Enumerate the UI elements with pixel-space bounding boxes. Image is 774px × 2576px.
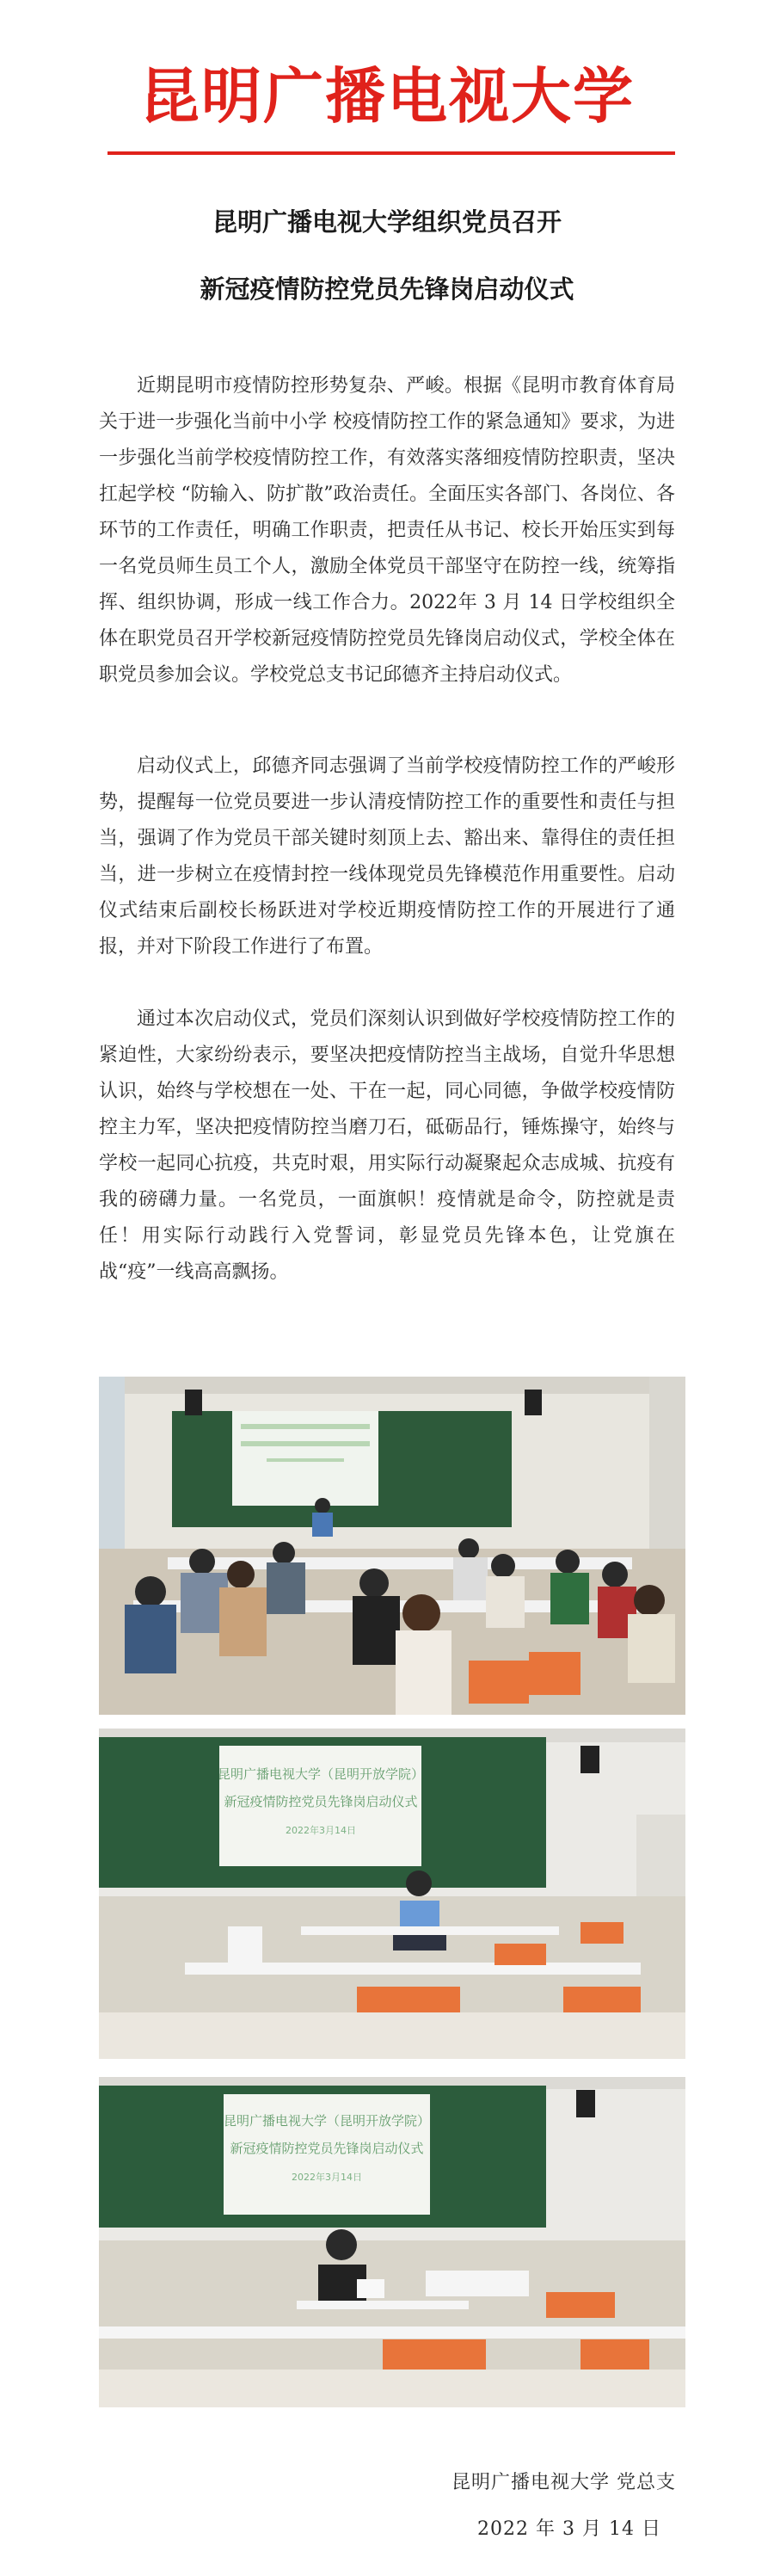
screen3-line1: 昆明广播电视大学（昆明开放学院） <box>223 2113 431 2129</box>
screen2-line2: 新冠疫情防控党员先锋岗启动仪式 <box>224 1794 418 1809</box>
photo-speaker-front <box>99 2077 685 2407</box>
screen3-line3: 2022年3月14日 <box>292 2172 362 2183</box>
article-title-line2: 新冠疫情防控党员先锋岗启动仪式 <box>200 274 574 304</box>
masthead: 昆明广播电视大学 <box>139 60 635 132</box>
signature: 昆明广播电视大学 党总支 <box>452 2472 676 2493</box>
paragraph-3: 通过本次启动仪式，党员们深刻认识到做好学校疫情防控工作的紧迫性，大家纷纷表示，要坚决把疫情防控当主战场，自觉升华思想认识，始终与学校想在一处、干在一起，同心同德，争做学校疫情防控主力军，坚决把疫情防控当磨刀石，砥砺品行，锤炼操守，始终与学校一起同心抗疫，共克时艰，用实际行动凝聚起众志成城、抗疫有我的磅礴力量。一名党员，一面旗帜！疫情就是命令，防控就是责任！用实际行动践行入党誓词，彰显党员先锋本色，让党旗在战“疫”一线高高飘扬。 <box>99 1008 675 1283</box>
masthead-divider <box>108 151 675 155</box>
photo-speaker-front-image <box>99 2077 685 2407</box>
photo-audience <box>99 1377 685 1715</box>
article-title-line1: 昆明广播电视大学组织党员召开 <box>212 207 562 237</box>
photo-audience-image <box>99 1377 685 1715</box>
photo-speaker <box>99 1729 685 2059</box>
paragraph-1: 近期昆明市疫情防控形势复杂、严峻。根据《昆明市教育体育局关于进一步强化当前中小学 校疫情防控工作的紧急通知》要求，为进一步强化当前学校疫情防控工作，有效落实落细疫情防控职责，坚决扛起学校 “防输入、防扩散”政治责任。全面压实各部门、各岗位、各环节的工作责任，明确工作职责，把责任从书记、校长开始压实到每一名党员师生员工个人，激励全体党员干部坚守在防控一线，统筹指挥、组织协调，形成一线工作合力。2022年 3 月 14 日学校组织全体在职党员召开学校新冠疫情防控党员先锋岗启动仪式，学校全体在职党员参加会议。学校党总支书记邱德齐主持启动仪式。 <box>99 375 675 686</box>
screen2-line1: 昆明广播电视大学（昆明开放学院） <box>217 1766 425 1782</box>
screen2-line3: 2022年3月14日 <box>286 1825 356 1836</box>
screen3-line2: 新冠疫情防控党员先锋岗启动仪式 <box>230 2141 424 2156</box>
publish-date: 2022 年 3 月 14 日 <box>477 2518 661 2540</box>
photo-speaker-image <box>99 1729 685 2059</box>
paragraph-2: 启动仪式上，邱德齐同志强调了当前学校疫情防控工作的严峻形势，提醒每一位党员要进一步认清疫情防控工作的重要性和责任与担当，强调了作为党员干部关键时刻顶上去、豁出来、靠得住的责任担当，进一步树立在疫情封控一线体现党员先锋模范作用重要性。启动仪式结束后副校长杨跃进对学校近期疫情防控工作的开展进行了通报，并对下阶段工作进行了布置。 <box>99 755 675 958</box>
